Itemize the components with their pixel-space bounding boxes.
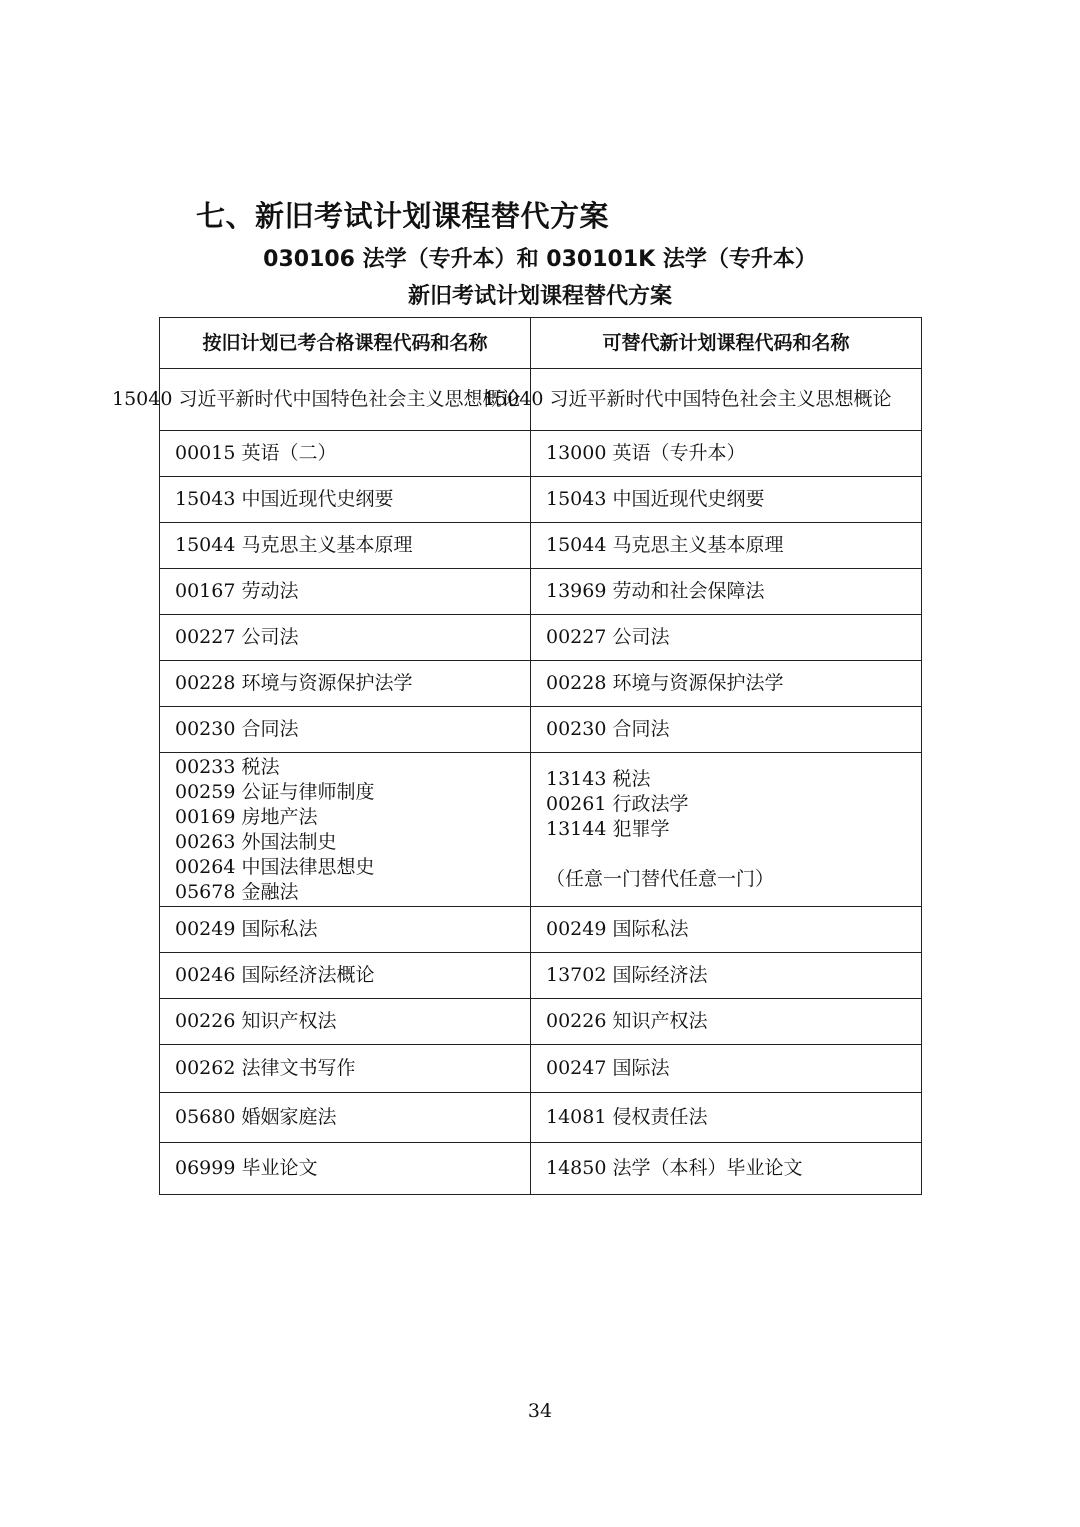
old-course-cell: 15040 习近平新时代中国特色社会主义思想概论: [160, 369, 531, 431]
table-row: [160, 615, 922, 661]
new-course-cell: 00247 国际法: [531, 1045, 922, 1093]
new-course-cell: 14081 侵权责任法: [531, 1093, 922, 1143]
new-course-cell: 15040 习近平新时代中国特色社会主义思想概论: [531, 369, 922, 431]
old-course-cell: 00227 公司法: [160, 615, 531, 661]
new-course-cell: 13969 劳动和社会保障法: [531, 569, 922, 615]
old-course-cell: 00262 法律文书写作: [160, 1045, 531, 1093]
new-course-cell: 13702 国际经济法: [531, 953, 922, 999]
header-old-course: 按旧计划已考合格课程代码和名称: [160, 318, 531, 369]
old-course-cell: 15044 马克思主义基本原理: [160, 523, 531, 569]
table-row: [160, 431, 922, 477]
new-course-line: 13143 税法: [546, 768, 651, 790]
table-row: [160, 707, 922, 753]
old-course-line: 00169 房地产法: [175, 805, 318, 828]
table-row: [160, 753, 922, 907]
spacer-line: [546, 842, 921, 867]
old-course-cell: 15043 中国近现代史纲要: [160, 477, 531, 523]
old-course-cell: 06999 毕业论文: [160, 1143, 531, 1195]
table-row: [160, 661, 922, 707]
new-course-cell: 15043 中国近现代史纲要: [531, 477, 922, 523]
new-course-cell: 00230 合同法: [531, 707, 922, 753]
new-course-cell: [531, 753, 922, 907]
old-course-line: 00259 公证与律师制度: [175, 780, 375, 803]
table-header-row: [160, 318, 922, 369]
table-row: [160, 477, 922, 523]
new-course-cell: 00228 环境与资源保护法学: [531, 661, 922, 707]
old-course-cell: 00246 国际经济法概论: [160, 953, 531, 999]
table-row: [160, 1093, 922, 1143]
new-course-line: 13144 犯罪学: [546, 818, 670, 840]
section-heading: 七、新旧考试计划课程替代方案: [196, 199, 610, 233]
old-course-cell: 00228 环境与资源保护法学: [160, 661, 531, 707]
new-course-line: 00261 行政法学: [546, 793, 689, 815]
old-course-line: 00263 外国法制史: [175, 830, 337, 853]
old-course-cell: 00167 劳动法: [160, 569, 531, 615]
new-course-cell: 13000 英语（专升本）: [531, 431, 922, 477]
new-course-cell: 14850 法学（本科）毕业论文: [531, 1143, 922, 1195]
old-course-line: 00264 中国法律思想史: [175, 855, 375, 878]
old-course-cell: [160, 753, 531, 907]
table-row: [160, 907, 922, 953]
table-row: [160, 1045, 922, 1093]
table-row: [160, 953, 922, 999]
substitution-note: （任意一门替代任意一门）: [546, 868, 775, 890]
old-course-cell: 00249 国际私法: [160, 907, 531, 953]
old-course-cell: 00226 知识产权法: [160, 999, 531, 1045]
table-row: [160, 369, 922, 431]
header-new-course: 可替代新计划课程代码和名称: [531, 318, 922, 369]
table-row: [160, 1143, 922, 1195]
course-substitution-table: [112, 317, 922, 1195]
old-course-cell: 05680 婚姻家庭法: [160, 1093, 531, 1143]
table-row: [160, 523, 922, 569]
table-row: [160, 569, 922, 615]
table-title-line-1: 030106 法学（专升本）和 030101K 法学（专升本）: [263, 247, 817, 272]
new-course-cell: 15044 马克思主义基本原理: [531, 523, 922, 569]
page-number: 34: [527, 1400, 553, 1422]
new-course-cell: 00227 公司法: [531, 615, 922, 661]
table-row: [160, 999, 922, 1045]
old-course-cell: 00230 合同法: [160, 707, 531, 753]
table-title-line-2: 新旧考试计划课程替代方案: [407, 284, 672, 309]
new-course-cell: 00226 知识产权法: [531, 999, 922, 1045]
old-course-line: 00233 税法: [175, 755, 280, 778]
old-course-cell: 00015 英语（二）: [160, 431, 531, 477]
new-course-cell: 00249 国际私法: [531, 907, 922, 953]
old-course-line: 05678 金融法: [175, 880, 299, 903]
